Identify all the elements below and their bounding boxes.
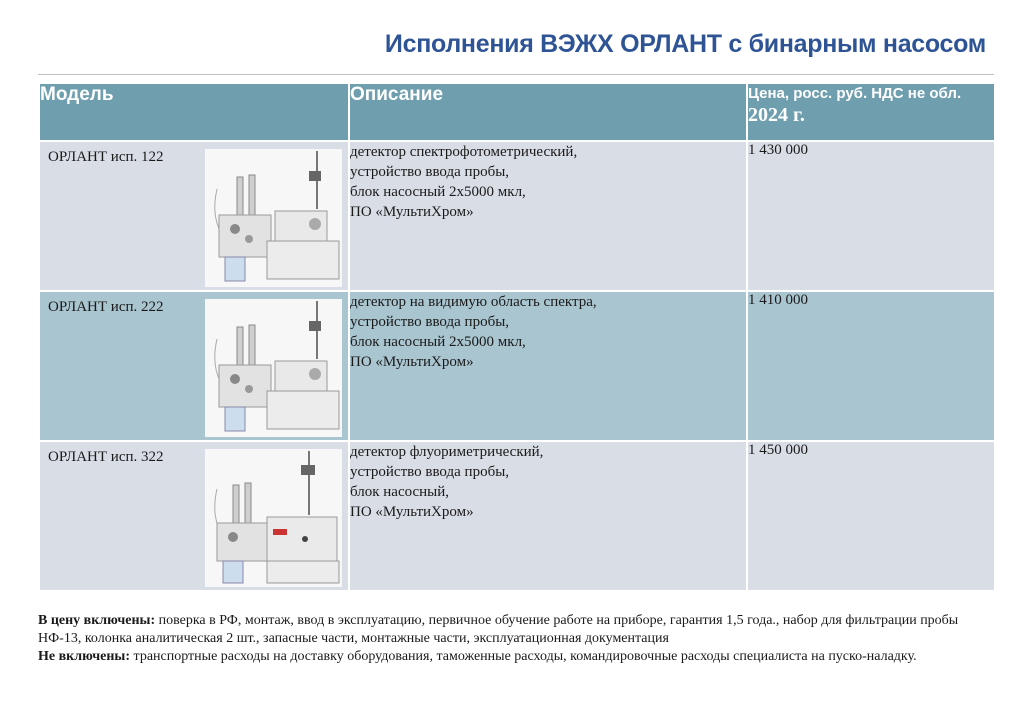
price-cell: 1 430 000 — [747, 141, 995, 291]
desc-line: устройство ввода пробы, — [350, 164, 510, 180]
device-photo — [205, 449, 342, 587]
desc-line: ПО «МультиХром» — [350, 204, 474, 220]
desc-line: детектор флуориметрический, — [350, 444, 544, 460]
description-cell — [349, 291, 747, 441]
table-row — [39, 141, 995, 291]
desc-line: устройство ввода пробы, — [350, 314, 510, 330]
model-name: ОРЛАНТ исп. 222 — [48, 299, 164, 315]
model-cell — [39, 441, 349, 591]
device-photo — [205, 299, 342, 437]
table-header-row — [39, 83, 995, 141]
header-description: Описание — [349, 83, 747, 141]
price-cell: 1 450 000 — [747, 441, 995, 591]
hplc-device-image — [205, 149, 342, 287]
hplc-device-image — [205, 299, 342, 437]
excluded-text: транспортные расходы на доставку оборудования, таможенные расходы, командировочные расходы специалиста на пуско-наладку. — [130, 649, 917, 664]
included-terms — [38, 612, 998, 648]
header-price-year: 2024 г. — [748, 104, 805, 126]
model-name: ОРЛАНТ исп. 122 — [48, 149, 164, 165]
table-row — [39, 441, 995, 591]
excluded-terms — [38, 648, 998, 666]
price-cell: 1 410 000 — [747, 291, 995, 441]
description-cell — [349, 441, 747, 591]
device-photo — [205, 149, 342, 287]
table-row — [39, 291, 995, 441]
desc-line: устройство ввода пробы, — [350, 464, 510, 480]
desc-line: детектор спектрофотометрический, — [350, 144, 578, 160]
terms-footer — [38, 612, 998, 666]
model-cell — [39, 141, 349, 291]
desc-line: блок насосный 2х5000 мкл, — [350, 334, 526, 350]
desc-line: ПО «МультиХром» — [350, 504, 474, 520]
header-model: Модель — [39, 83, 349, 141]
included-label: В цену включены: — [38, 613, 156, 628]
price-table — [38, 82, 996, 592]
model-name: ОРЛАНТ исп. 322 — [48, 449, 164, 465]
page-title: Исполнения ВЭЖХ ОРЛАНТ с бинарным насосом — [384, 30, 986, 58]
header-price-label: Цена, росс. руб. НДС не обл. — [748, 85, 962, 102]
header-price — [747, 83, 995, 141]
title-divider — [38, 74, 994, 75]
model-cell — [39, 291, 349, 441]
included-text: поверка в РФ, монтаж, ввод в эксплуатацию, первичное обучение работе на приборе, гарантия 1,5 года., набор для фильтрации пробы НФ-13, колонка аналитическая 2 шт., запасные части, монтажные части, эксплуатационная документация — [38, 613, 959, 646]
excluded-label: Не включены: — [38, 649, 131, 664]
desc-line: детектор на видимую область спектра, — [350, 294, 597, 310]
desc-line: ПО «МультиХром» — [350, 354, 474, 370]
desc-line: блок насосный, — [350, 484, 450, 500]
hplc-device-image — [205, 449, 342, 587]
description-cell — [349, 141, 747, 291]
desc-line: блок насосный 2х5000 мкл, — [350, 184, 526, 200]
